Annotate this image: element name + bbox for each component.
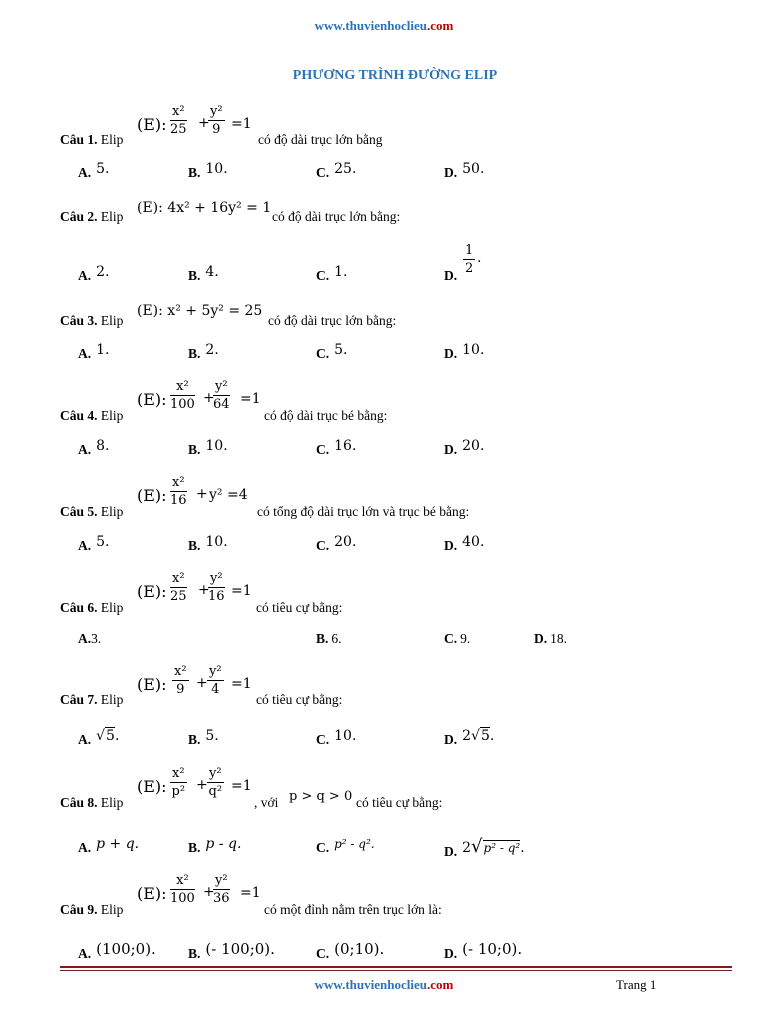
option-c[interactable]: C. 5. xyxy=(316,342,348,361)
option-b[interactable]: B. 5. xyxy=(188,728,219,747)
equation-lead: (E): xyxy=(137,582,167,601)
question-prompt: có độ dài trục bé bằng: xyxy=(264,408,388,423)
option-a[interactable]: A. 8. xyxy=(78,438,110,457)
question-text: Câu 9. Elip xyxy=(60,902,124,917)
option-b[interactable]: B. 4. xyxy=(188,264,219,283)
option-c[interactable]: C. (0;10). xyxy=(316,940,385,961)
option-d[interactable]: D. 50. xyxy=(444,161,485,180)
equation-tail: =1 xyxy=(240,391,261,407)
question-text: Câu 4. Elip xyxy=(60,408,124,423)
fraction: $\frac{\text{x²}}{16}$ xyxy=(170,475,187,508)
fraction: $\frac{\text{y²}}{64}$ xyxy=(213,379,230,412)
option-b[interactable]: B. 2. xyxy=(188,342,219,361)
option-d[interactable]: D. (- 10;0). xyxy=(444,940,523,961)
equation-tail: =1 xyxy=(231,676,252,692)
fraction: $\frac{\text{x²}}{9}$ xyxy=(174,664,187,697)
equation-tail: =1 xyxy=(240,885,261,901)
fraction: $\frac{\text{y²}}{4}$ xyxy=(209,664,222,697)
option-c[interactable]: C. 16. xyxy=(316,438,357,457)
sqrt-icon: √ xyxy=(471,836,483,857)
option-b[interactable]: B. 10. xyxy=(188,438,228,457)
option-b[interactable]: B. (- 100;0). xyxy=(188,940,275,961)
question-prompt: có độ dài trục lớn bằng: xyxy=(268,313,397,328)
plus-sign: + xyxy=(203,884,215,900)
plus-sign: + xyxy=(196,777,208,793)
option-a[interactable]: A.3. xyxy=(78,631,102,646)
question-text: Câu 7. Elip xyxy=(60,692,124,707)
option-a[interactable]: A. 5. xyxy=(78,161,110,180)
option-c[interactable]: C. 25. xyxy=(316,161,357,180)
plus-sign: + xyxy=(198,582,210,598)
option-d[interactable]: D. 2√5. xyxy=(444,728,495,747)
equation-lead: (E): xyxy=(137,777,167,796)
question-prompt: có tiêu cự bằng: xyxy=(256,692,343,707)
equation-tail: =1 xyxy=(231,778,252,794)
question-prompt: có tiêu cự bằng: xyxy=(356,795,443,810)
question-prompt: có độ dài trục lớn bằng xyxy=(258,132,383,147)
question-prompt: có độ dài trục lớn bằng: xyxy=(272,209,401,224)
option-d[interactable]: D. 18. xyxy=(534,631,567,646)
equation: (E): x² + 5y² = 25 xyxy=(137,303,263,319)
option-c[interactable]: C. 10. xyxy=(316,728,357,747)
footer-site-link[interactable]: www.thuvienhoclieu.com xyxy=(314,977,454,992)
fraction: $\frac{\text{x²}}{25}$ xyxy=(170,104,187,137)
question-text: Câu 2. Elip xyxy=(60,209,124,224)
footer-divider xyxy=(60,966,732,968)
plus-sign: + xyxy=(198,115,210,131)
option-a[interactable]: A. 1. xyxy=(78,342,110,361)
equation-tail: =1 xyxy=(231,583,252,599)
question-prompt: có tiêu cự bằng: xyxy=(256,600,343,615)
equation-lead: (E): xyxy=(137,486,167,505)
question-text: Câu 1. Elip xyxy=(60,132,124,147)
fraction: $\frac{\text{y²}}{\text{q²}}$ xyxy=(208,766,223,799)
question-prompt: có một đỉnh nằm trên trục lớn là: xyxy=(264,902,442,917)
option-b[interactable]: B. p - q. xyxy=(188,836,242,855)
equation-tail: =1 xyxy=(231,116,252,132)
option-b[interactable]: B. 10. xyxy=(188,534,228,553)
condition: p > q > 0 xyxy=(289,789,353,804)
question-text: Câu 5. Elip xyxy=(60,504,124,519)
question-middle: , với xyxy=(254,795,279,810)
equation: (E): 4x² + 16y² = 1 xyxy=(137,200,272,216)
document-title: PHƯƠNG TRÌNH ĐƯỜNG ELIP xyxy=(292,68,498,83)
option-c[interactable]: C. p² - q². xyxy=(316,837,375,855)
fraction: $\frac{\text{x²}}{25}$ xyxy=(170,571,187,604)
option-a[interactable]: A. 2. xyxy=(78,264,110,283)
sqrt-icon: √ xyxy=(471,728,480,744)
fraction: $\frac{1}{2}$ xyxy=(465,243,474,276)
option-d[interactable]: D. 2√p² - q². xyxy=(444,836,525,859)
equation-tail: y² =4 xyxy=(209,487,248,503)
question-text: Câu 3. Elip xyxy=(60,313,124,328)
sqrt-icon: √ xyxy=(96,728,106,744)
fraction: $\frac{\text{x²}}{\text{p²}}$ xyxy=(171,766,186,799)
header-site-link[interactable]: www.thuvienhoclieu.com xyxy=(314,18,454,33)
punctuation: . xyxy=(477,250,482,266)
option-b[interactable]: B. 10. xyxy=(188,161,228,180)
fraction: $\frac{\text{y²}}{36}$ xyxy=(213,873,230,906)
option-d[interactable]: D. 10. xyxy=(444,342,485,361)
footer-divider-thin xyxy=(60,970,732,971)
plus-sign: + xyxy=(203,390,215,406)
option-a[interactable]: A. 5. xyxy=(78,534,110,553)
question-prompt: có tổng độ dài trục lớn và trục bé bằng: xyxy=(257,504,470,519)
equation-lead: (E): xyxy=(137,884,167,903)
fraction: $\frac{\text{y²}}{16}$ xyxy=(208,571,225,604)
option-c[interactable]: C. 1. xyxy=(316,264,348,283)
fraction: $\frac{\text{y²}}{9}$ xyxy=(210,104,223,137)
fraction: $\frac{\text{x²}}{100}$ xyxy=(170,379,195,412)
option-d[interactable]: D. xyxy=(444,268,458,283)
plus-sign: + xyxy=(196,675,208,691)
equation-lead: (E): xyxy=(137,390,167,409)
option-a[interactable]: A. p + q. xyxy=(78,836,140,855)
equation-lead: (E): xyxy=(137,675,167,694)
question-text: Câu 6. Elip xyxy=(60,600,124,615)
option-a[interactable]: A. (100;0). xyxy=(78,940,156,961)
equation-lead: (E): xyxy=(137,115,167,134)
plus-sign: + xyxy=(196,486,208,502)
option-d[interactable]: D. 20. xyxy=(444,438,485,457)
option-c[interactable]: C. 9. xyxy=(444,631,471,646)
page-number: Trang 1 xyxy=(616,977,657,992)
question-text: Câu 8. Elip xyxy=(60,795,124,810)
option-d[interactable]: D. 40. xyxy=(444,534,485,553)
option-c[interactable]: C. 20. xyxy=(316,534,357,553)
fraction: $\frac{\text{x²}}{100}$ xyxy=(170,873,195,906)
option-a[interactable]: A. √5. xyxy=(78,728,120,747)
option-b[interactable]: B. 6. xyxy=(316,631,342,646)
